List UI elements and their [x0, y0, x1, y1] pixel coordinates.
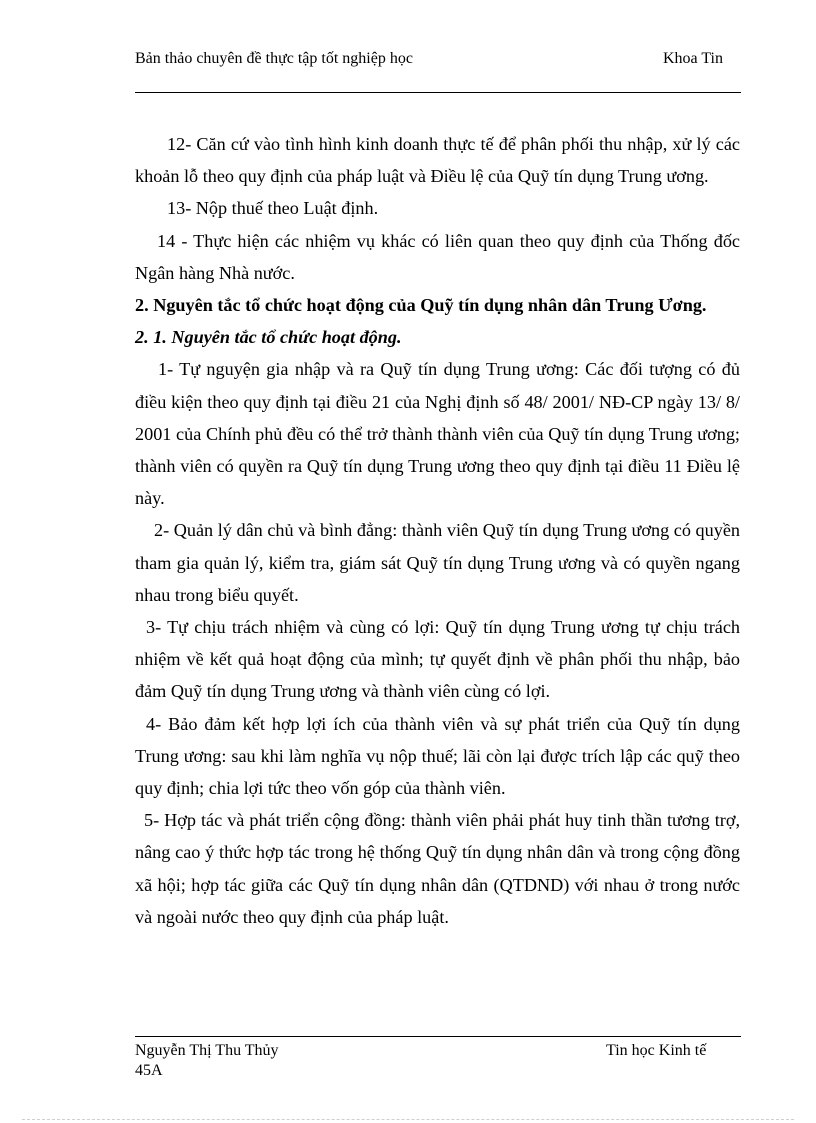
principle-4-paragraph: 4- Bảo đảm kết hợp lợi ích của thành viên và sự phát triển của Quỹ tín dụng Trung ương: sau khi làm nghĩa vụ nộp thuế; lãi còn lại được trích lập các quỹ theo quy định; chia lợi tức theo vốn góp của thành viên. [135, 713, 740, 799]
principle-1-paragraph: 1- Tự nguyện gia nhập và ra Quỹ tín dụng Trung ương: Các đối tượng có đủ điều kiện theo quy định tại điều 21 của Nghị định số 48/ 2001/ NĐ-CP ngày 13/ 8/ 2001 của Chính phủ đều có thể trở thành thành viên của Quỹ tín dụng Trung ương; thành viên có quyền ra Quỹ tín dụng Trung ương theo quy định tại điều 11 Điều lệ này. [135, 359, 740, 509]
header-document-title: Bản thảo chuyên đề thực tập tốt nghiệp học [135, 50, 413, 67]
principle-3-paragraph: 3- Tự chịu trách nhiệm và cùng có lợi: Quỹ tín dụng Trung ương tự chịu trách nhiệm về kết quả hoạt động của mình; tự quyết định về phân phối thu nhập, bảo đảm Quỹ tín dụng Trung ương và thành viên cùng có lợi. [135, 617, 740, 702]
principle-5-paragraph: 5- Hợp tác và phát triển cộng đồng: thành viên phải phát huy tinh thần tương trợ, nâng cao ý thức hợp tác trong hệ thống Quỹ tín dụng nhân dân và trong cộng đồng xã hội; hợp tác giữa các Quỹ tín dụng nhân dân (QTDND) với nhau ở trong nước và ngoài nước theo quy định của pháp luật. [135, 810, 740, 927]
footer-major: Tin học Kinh tế [606, 1042, 707, 1059]
document-body [135, 128, 740, 933]
header-faculty: Khoa Tin [662, 50, 723, 67]
page-edge-divider [22, 1119, 794, 1120]
page-footer [135, 1036, 741, 1081]
paragraph-item-13: 13- Nộp thuế theo Luật định. [167, 198, 379, 219]
paragraph-item-14: 14 - Thực hiện các nhiệm vụ khác có liên quan theo quy định của Thống đốc Ngân hàng Nhà nước. [135, 230, 740, 283]
principle-2-paragraph: 2- Quản lý dân chủ và bình đẳng: thành viên Quỹ tín dụng Trung ương có quyền tham gia quản lý, kiểm tra, giám sát Quỹ tín dụng Trung ương và có quyền ngang nhau trong biểu quyết. [135, 520, 740, 605]
page-header [135, 48, 741, 93]
section-heading: 2. Nguyên tắc tổ chức hoạt động của Quỹ tín dụng nhân dân Trung Ương. [135, 295, 707, 316]
subsection-heading: 2. 1. Nguyên tắc tổ chức hoạt động. [135, 327, 402, 348]
paragraph-item-12: 12- Căn cứ vào tình hình kinh doanh thực tế để phân phối thu nhập, xử lý các khoản lỗ theo quy định của pháp luật và Điều lệ của Quỹ tín dụng Trung ương. [135, 134, 740, 187]
footer-author: Nguyễn Thị Thu Thủy 45A [135, 1042, 279, 1079]
